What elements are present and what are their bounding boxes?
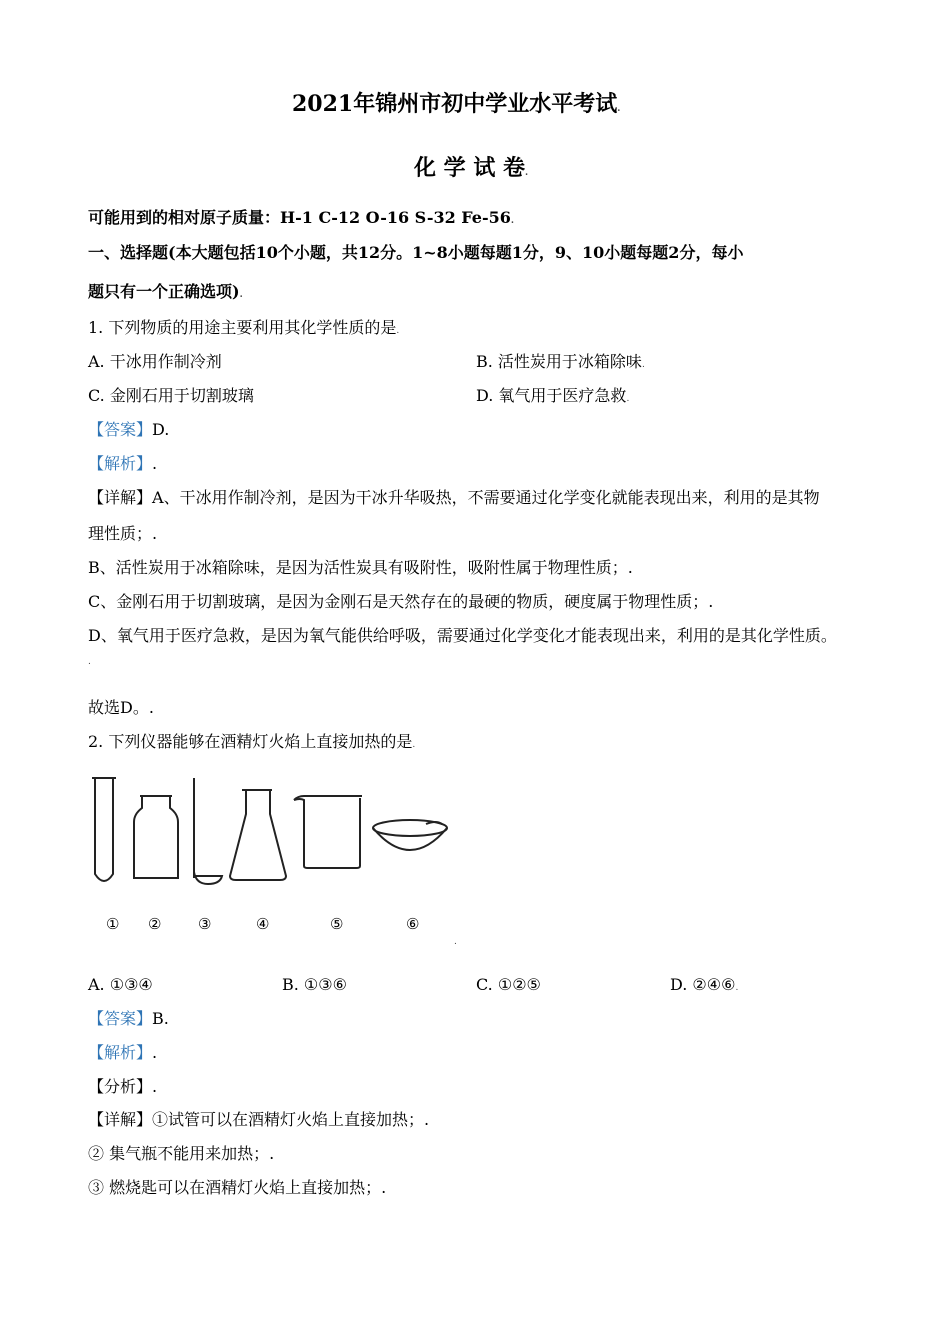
paragraph-mark: . [163,1009,169,1028]
answer-value: B [152,1009,164,1028]
gas-bottle-icon [134,796,178,878]
question-2-stem-text: 2. 下列仪器能够在酒精灯火焰上直接加热的是 [88,732,413,751]
q1-option-d [476,386,629,409]
q1-detail-d: D、氧气用于医疗急救，是因为氧气能供给呼吸，需要通过化学变化才能表现出来，利用的是其化学性质。 [88,626,837,645]
paragraph-mark: . [88,657,91,667]
conical-flask-icon [230,790,286,880]
q2-option-b: B. ①③⑥ [282,975,347,994]
q1-analysis [88,454,157,474]
q1-detail-b [88,558,633,578]
analysis-label: 【解析】 [88,454,153,473]
conclusion-text: 故选D。 [88,698,149,717]
paragraph-mark: . [454,937,457,947]
detail-text: ①试管可以在酒精灯火焰上直接加热； [152,1110,425,1129]
paragraph-mark: . [164,420,170,439]
paragraph-mark: . [148,698,154,717]
q1-option-a: A. 干冰用作制冷剂 [88,352,222,371]
q1-option-b [476,352,645,375]
paragraph-mark: . [269,1144,275,1163]
answer-label: 【答案】 [88,420,153,439]
q2-option-d-text: D. ②④⑥ [670,975,736,994]
paragraph-mark: . [627,558,633,577]
detail-label: 【详解】 [88,488,153,507]
q1-option-d-text: D. 氧气用于医疗急救 [476,386,627,405]
answer-value: D [152,420,165,439]
section-heading-text: 题只有一个正确选项) [88,282,240,301]
q2-detail-3 [88,1178,386,1198]
q2-analysis [88,1043,157,1063]
q1-answer [88,420,169,440]
figure-label-5: ⑤ [330,915,344,933]
paragraph-mark: . [617,104,621,114]
page-subtitle [414,154,528,187]
paragraph-mark: . [239,290,243,300]
section-heading-line1: 一、选择题(本大题包括10个小题，共12分。1~8小题每题1分，9、10小题每题2分，每小 [88,243,744,262]
figure-label-4: ④ [256,915,270,933]
q1-detail-a-line2 [88,524,157,544]
question-1-stem [88,318,399,341]
q2-option-d [670,975,738,998]
detail-label: 【详解】 [88,1110,153,1129]
detail-text: B、活性炭用于冰箱除味，是因为活性炭具有吸附性，吸附性属于物理性质； [88,558,628,577]
detail-text: ② 集气瓶不能用来加热； [88,1144,270,1163]
paragraph-mark: . [152,1043,158,1062]
q1-detail-c [88,592,713,612]
paragraph-mark: . [708,592,714,611]
paragraph-mark: . [626,394,630,404]
q2-detail-1 [88,1110,429,1130]
paragraph-mark: . [641,360,645,370]
evaporating-dish-icon [373,820,447,850]
paragraph-mark: . [152,524,158,543]
paragraph-mark: . [396,326,400,336]
figure-label-1: ① [106,915,120,933]
combustion-spoon-icon [194,778,222,884]
paragraph-mark: . [424,1110,430,1129]
atomic-mass-text: 可能用到的相对原子质量：H-1 C-12 O-16 S-32 Fe-56 [88,208,511,227]
paragraph-mark: . [735,983,739,993]
detail-text: 理性质； [88,524,153,543]
page-title [292,90,620,123]
q1-conclusion [88,698,154,718]
question-2-stem [88,732,415,755]
q1-option-b-text: B. 活性炭用于冰箱除味 [476,352,642,371]
atomic-mass-line [88,208,514,231]
detail-text: ③ 燃烧匙可以在酒精灯火焰上直接加热； [88,1178,382,1197]
paragraph-mark: . [412,740,416,750]
paragraph-mark: . [152,454,158,473]
detail-text: A、干冰用作制冷剂，是因为干冰升华吸热，不需要通过化学变化就能表现出来，利用的是其物 [152,488,820,507]
paragraph-mark: . [381,1178,387,1197]
q2-option-a: A. ①③④ [88,975,153,994]
test-tube-icon [92,778,116,881]
beaker-icon [294,796,362,868]
answer-label: 【答案】 [88,1009,153,1028]
page-subtitle-text: 化 学 试 卷 [414,155,525,181]
page-title-text: 2021年锦州市初中学业水平考试 [292,91,618,117]
paragraph-mark: . [510,216,515,226]
section-heading-line2 [88,282,243,305]
question-1-stem-text: 1. 下列物质的用途主要利用其化学性质的是 [88,318,397,337]
q2-fenxi [88,1077,157,1097]
q2-option-c: C. ①②⑤ [476,975,541,994]
figure-label-2: ② [148,915,162,933]
paragraph-mark: . [152,1077,158,1096]
figure-label-6: ⑥ [406,915,420,933]
fenxi-label: 【分析】 [88,1077,153,1096]
q2-detail-2 [88,1144,274,1164]
analysis-label: 【解析】 [88,1043,153,1062]
q1-option-c: C. 金刚石用于切割玻璃 [88,386,254,405]
figure-label-3: ③ [198,915,212,933]
detail-text: C、金刚石用于切割玻璃，是因为金刚石是天然存在的最硬的物质，硬度属于物理性质； [88,592,709,611]
q1-detail-a-line1 [88,488,820,508]
paragraph-mark: . [524,168,529,178]
q2-answer [88,1009,169,1029]
apparatus-figure [86,768,466,952]
